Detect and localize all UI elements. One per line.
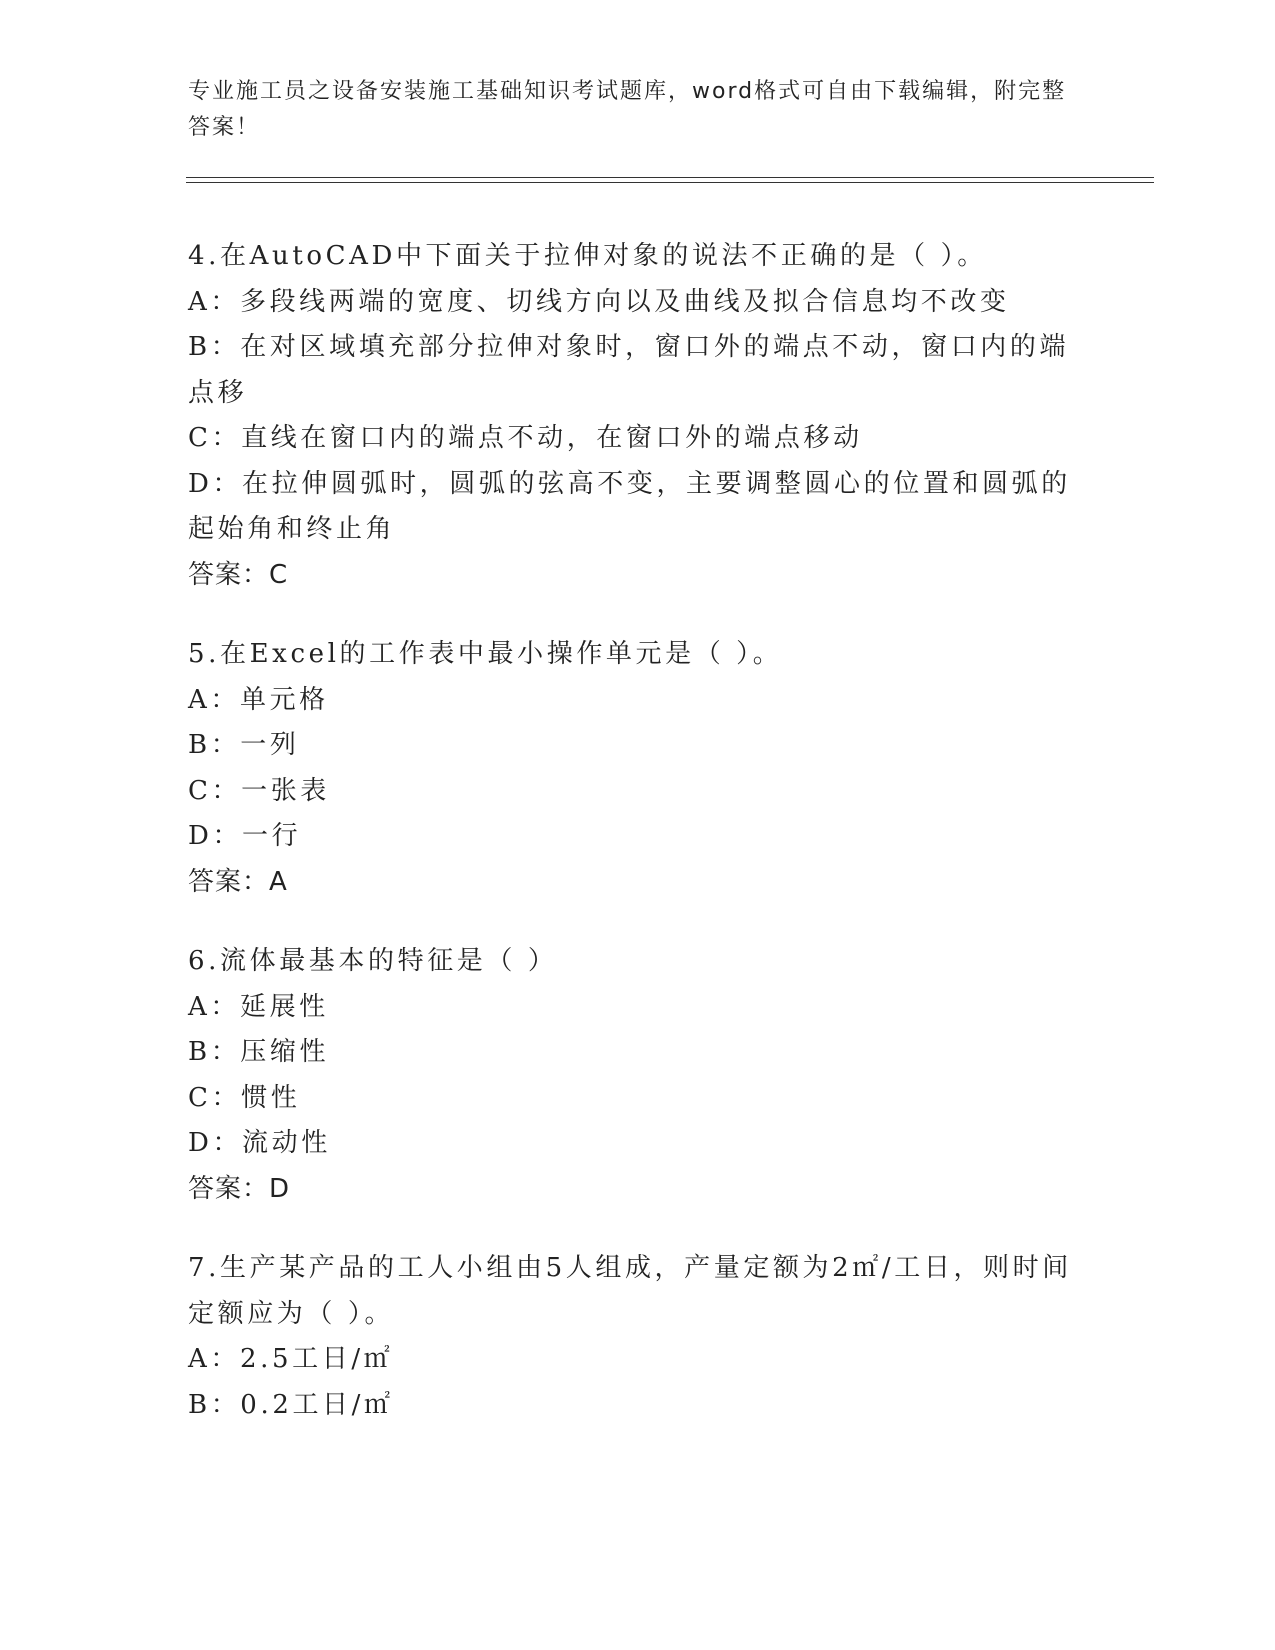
option-a: A：2.5工日/㎡: [188, 1344, 394, 1374]
answer: 答案：A: [188, 866, 288, 897]
option-b: B：在对区域填充部分拉伸对象时，窗口外的端点不动，窗口内的端点移: [188, 332, 1070, 408]
option-a: A：延展性: [188, 991, 329, 1022]
question-4: [188, 234, 1088, 598]
option-c: C：一张表: [188, 775, 330, 806]
option-c: C：直线在窗口内的端点不动，在窗口外的端点移动: [188, 423, 863, 453]
header-divider-bottom: [186, 182, 1154, 183]
question-6: [188, 939, 1088, 1212]
option-d: D：流动性: [188, 1128, 331, 1158]
option-d: D：在拉伸圆弧时，圆弧的弦高不变，主要调整圆心的位置和圆弧的起始角和终止角: [188, 468, 1071, 544]
question-7: [188, 1246, 1088, 1428]
question-list: [188, 234, 1088, 1462]
question-stem: 4.在AutoCAD中下面关于拉伸对象的说法不正确的是（ ）。: [188, 241, 987, 271]
option-b: B：一列: [188, 730, 300, 760]
option-a: A：单元格: [188, 684, 329, 715]
answer: 答案：C: [188, 559, 289, 590]
option-c: C：惯性: [188, 1082, 301, 1113]
option-b: B：压缩性: [188, 1037, 330, 1067]
question-stem: 5.在Excel的工作表中最小操作单元是（ ）。: [188, 639, 783, 669]
option-d: D：一行: [188, 821, 302, 851]
question-stem: 7.生产某产品的工人小组由5人组成，产量定额为2㎡/工日，则时间定额应为（ ）。: [188, 1253, 1072, 1329]
question-5: [188, 632, 1088, 905]
option-a: A：多段线两端的宽度、切线方向以及曲线及拟合信息均不改变: [188, 286, 1010, 317]
document-header: 专业施工员之设备安装施工基础知识考试题库，word格式可自由下载编辑，附完整答案！: [188, 79, 1067, 140]
header-divider-top: [186, 177, 1154, 178]
option-b: B：0.2工日/㎡: [188, 1389, 394, 1420]
question-stem: 6.流体最基本的特征是（ ）: [188, 946, 558, 976]
answer: 答案：D: [188, 1173, 291, 1204]
